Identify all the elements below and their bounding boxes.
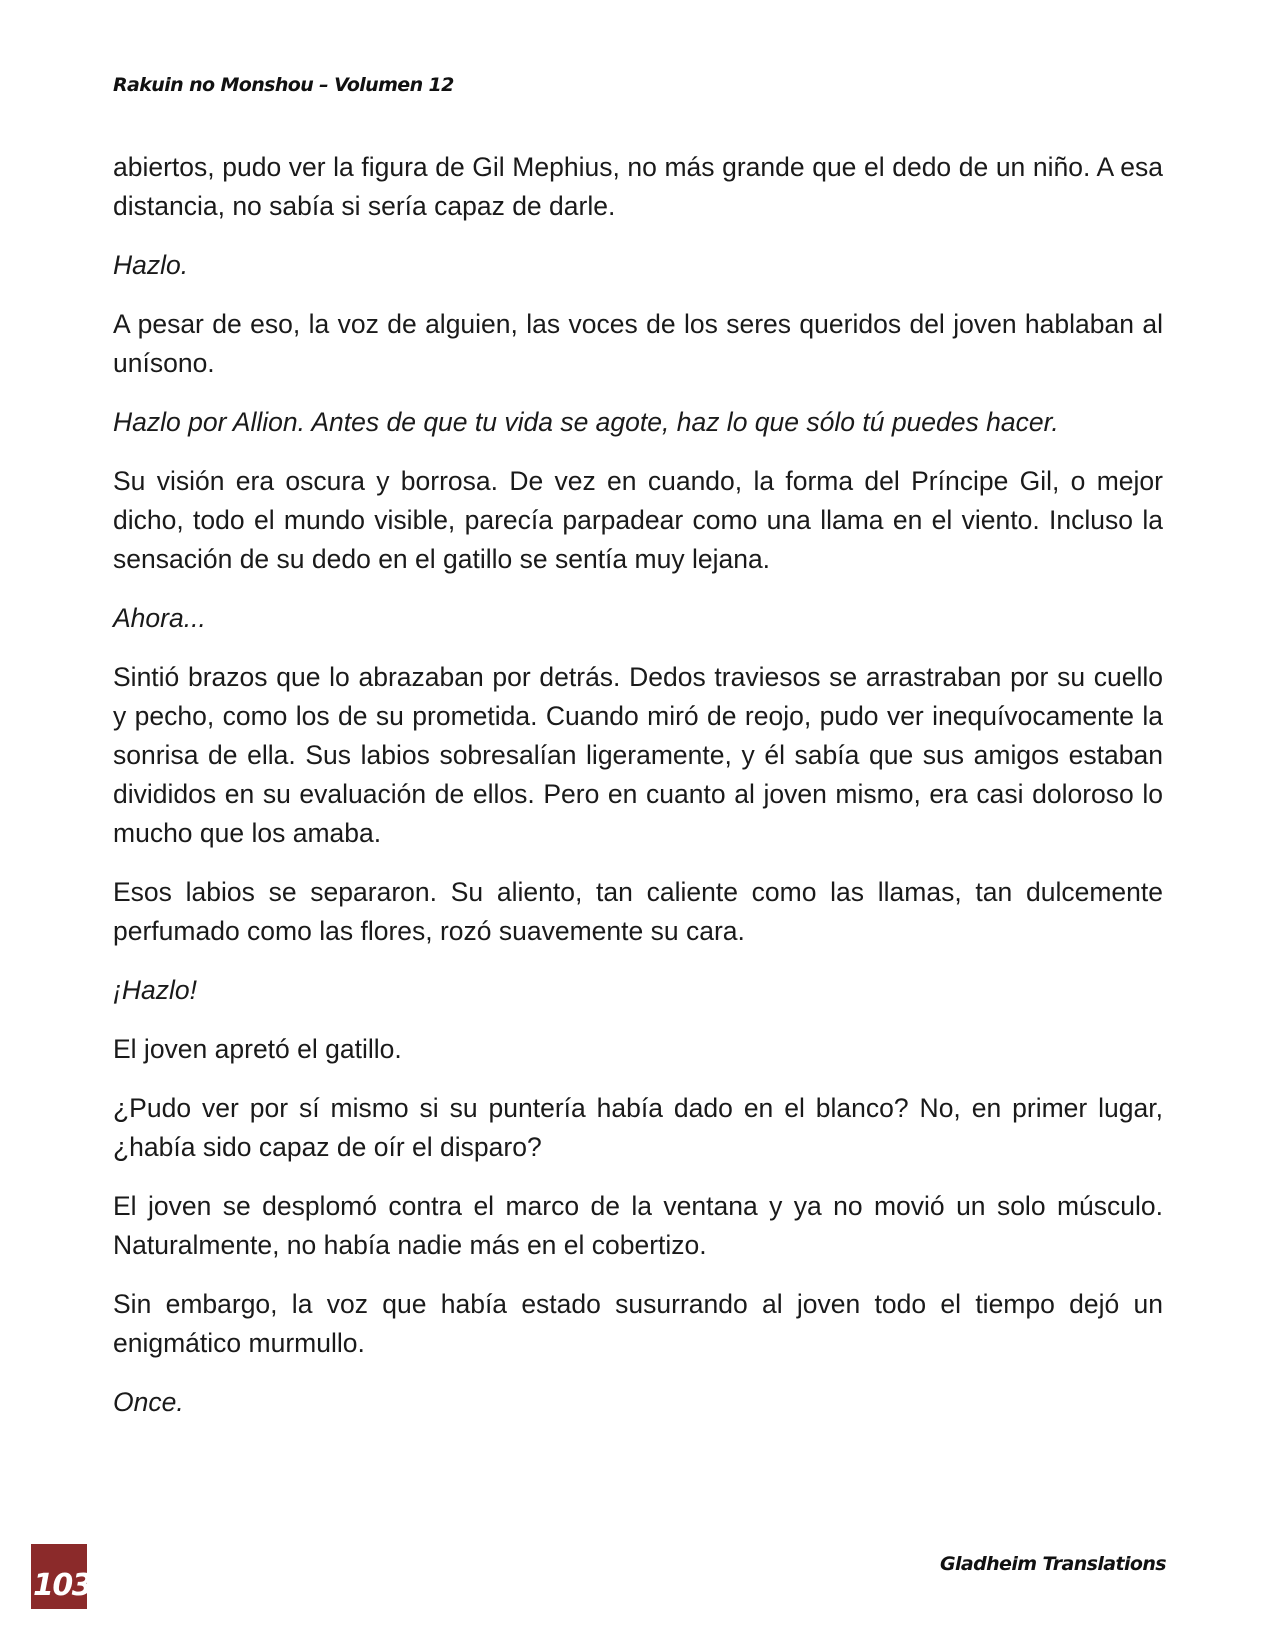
- paragraph: A pesar de eso, la voz de alguien, las voces de los seres queridos del joven hablaban al unísono.: [113, 309, 1163, 378]
- paragraph-italic: Ahora...: [113, 603, 206, 633]
- paragraph: abiertos, pudo ver la figura de Gil Mephius, no más grande que el dedo de un niño. A esa distancia, no sabía si sería capaz de darle.: [113, 152, 1163, 221]
- footer-credit: Gladheim Translations: [940, 1553, 1166, 1575]
- paragraph: Su visión era oscura y borrosa. De vez en cuando, la forma del Príncipe Gil, o mejor dicho, todo el mundo visible, parecía parpadear como una llama en el viento. Incluso la sensación de su dedo en el gatillo se sentía muy lejana.: [113, 466, 1163, 574]
- paragraph: Sin embargo, la voz que había estado susurrando al joven todo el tiempo dejó un enigmático murmullo.: [113, 1289, 1163, 1358]
- page-number: 103: [33, 1568, 92, 1603]
- paragraph-italic: Once.: [113, 1387, 184, 1417]
- paragraph: El joven apretó el gatillo.: [113, 1034, 402, 1064]
- body-text: [113, 148, 1163, 1442]
- paragraph-italic: Hazlo por Allion. Antes de que tu vida se agote, haz lo que sólo tú puedes hacer.: [113, 407, 1059, 437]
- running-header: Rakuin no Monshou – Volumen 12: [113, 74, 454, 96]
- paragraph: ¿Pudo ver por sí mismo si su puntería había dado en el blanco? No, en primer lugar, ¿había sido capaz de oír el disparo?: [113, 1093, 1163, 1162]
- paragraph-italic: Hazlo.: [113, 250, 189, 280]
- paragraph: El joven se desplomó contra el marco de la ventana y ya no movió un solo músculo. Naturalmente, no había nadie más en el cobertizo.: [113, 1191, 1163, 1260]
- paragraph: Sintió brazos que lo abrazaban por detrás. Dedos traviesos se arrastraban por su cuello y pecho, como los de su prometida. Cuando miró de reojo, pudo ver inequívocamente la sonrisa de ella. Sus labios sobresalían ligeramente, y él sabía que sus amigos estaban divididos en su evaluación de ellos. Pero en cuanto al joven mismo, era casi doloroso lo mucho que los amaba.: [113, 662, 1163, 848]
- paragraph-italic: ¡Hazlo!: [113, 975, 197, 1005]
- paragraph: Esos labios se separaron. Su aliento, tan caliente como las llamas, tan dulcemente perfumado como las flores, rozó suavemente su cara.: [113, 877, 1163, 946]
